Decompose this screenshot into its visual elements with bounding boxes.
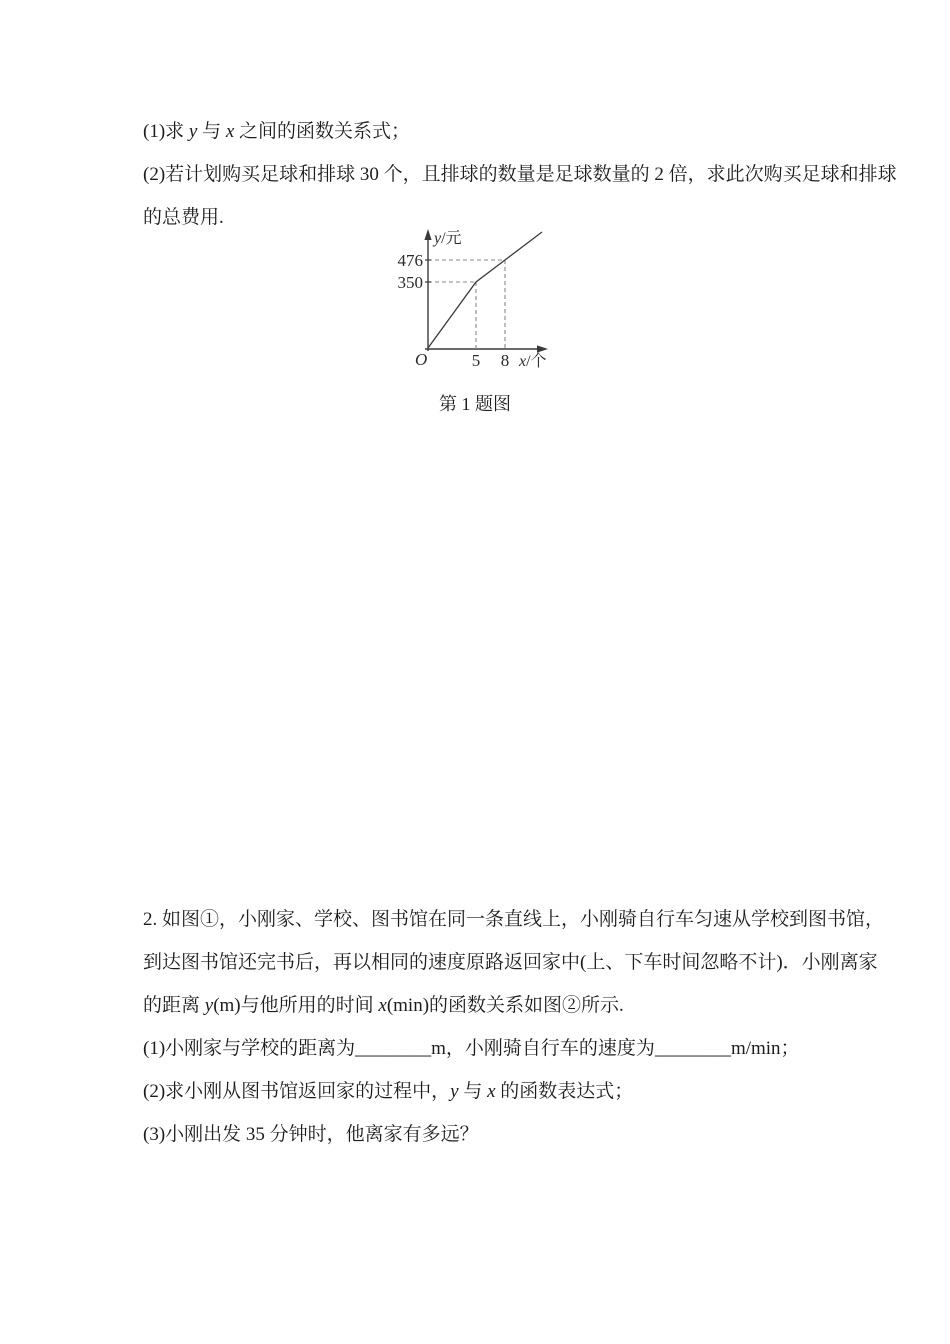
x-tick-8-label: 8 [500,351,510,370]
text-segment: 与 [197,121,226,142]
text-segment: (m)与他所用的时间 [213,995,379,1016]
text-segment: 之间的函数关系式； [234,121,411,142]
text-segment: 的函数表达式； [495,1081,634,1102]
text-line [143,153,897,196]
origin-label: O [415,350,428,369]
y-tick-350-label: 350 [397,273,423,292]
math-variable: x [487,1081,496,1102]
text-line [143,941,878,984]
text-segment: 与 [458,1081,488,1102]
text-segment: (1)求 [143,121,189,142]
text-line [143,984,838,1027]
text-segment: m/min； [730,1038,800,1059]
text-segment: (2)若计划购买足球和排球 30 个，且排球的数量是足球数量的 2 倍，求此次购买足球和排球 [143,164,897,185]
text-segment: (1)小刚家与学校的距离为 [143,1038,356,1059]
y-axis-title: y/元 [434,230,462,247]
text-line [143,110,838,153]
text-segment: (min)的函数关系如图②所示. [386,995,624,1016]
text-line [143,1070,838,1113]
function-line [428,232,542,348]
y-axis-arrow-icon [424,229,431,240]
text-line [143,898,885,941]
math-variable: y [204,995,214,1016]
math-variable: x [225,121,235,142]
x-tick-5-label: 5 [471,351,481,370]
text-segment: (3)小刚出发 35 分钟时，他离家有多远？ [143,1124,479,1145]
math-variable: y [450,1081,459,1102]
text-segment: m，小刚骑自行车的速度为 [431,1038,655,1059]
fill-in-blank: ________ [654,1038,731,1059]
figure1-line-graph [385,220,565,372]
y-tick-476-label: 476 [397,251,423,270]
text-segment: (2)求小刚从图书馆返回家的过程中， [143,1081,451,1102]
fill-in-blank: ________ [355,1038,432,1059]
x-axis-arrow-icon [537,345,548,352]
text-segment: 到达图书馆还完书后，再以相同的速度原路返回家中(上、下车时间忽略不计)．小刚离家 [143,952,878,973]
text-segment: 的总费用. [143,207,224,228]
text-segment: 的距离 [143,995,205,1016]
text-segment: 2. 如图①，小刚家、学校、图书馆在同一条直线上，小刚骑自行车匀速从学校到图书馆， [143,909,885,930]
text-line [143,1113,838,1156]
figure1-caption: 第 1 题图 [439,394,511,414]
math-variable: y [188,121,198,142]
problem2-text-block [143,898,885,1156]
math-variable: x [378,995,387,1016]
x-axis-title: x/个 [519,353,547,370]
text-line [143,1027,838,1070]
